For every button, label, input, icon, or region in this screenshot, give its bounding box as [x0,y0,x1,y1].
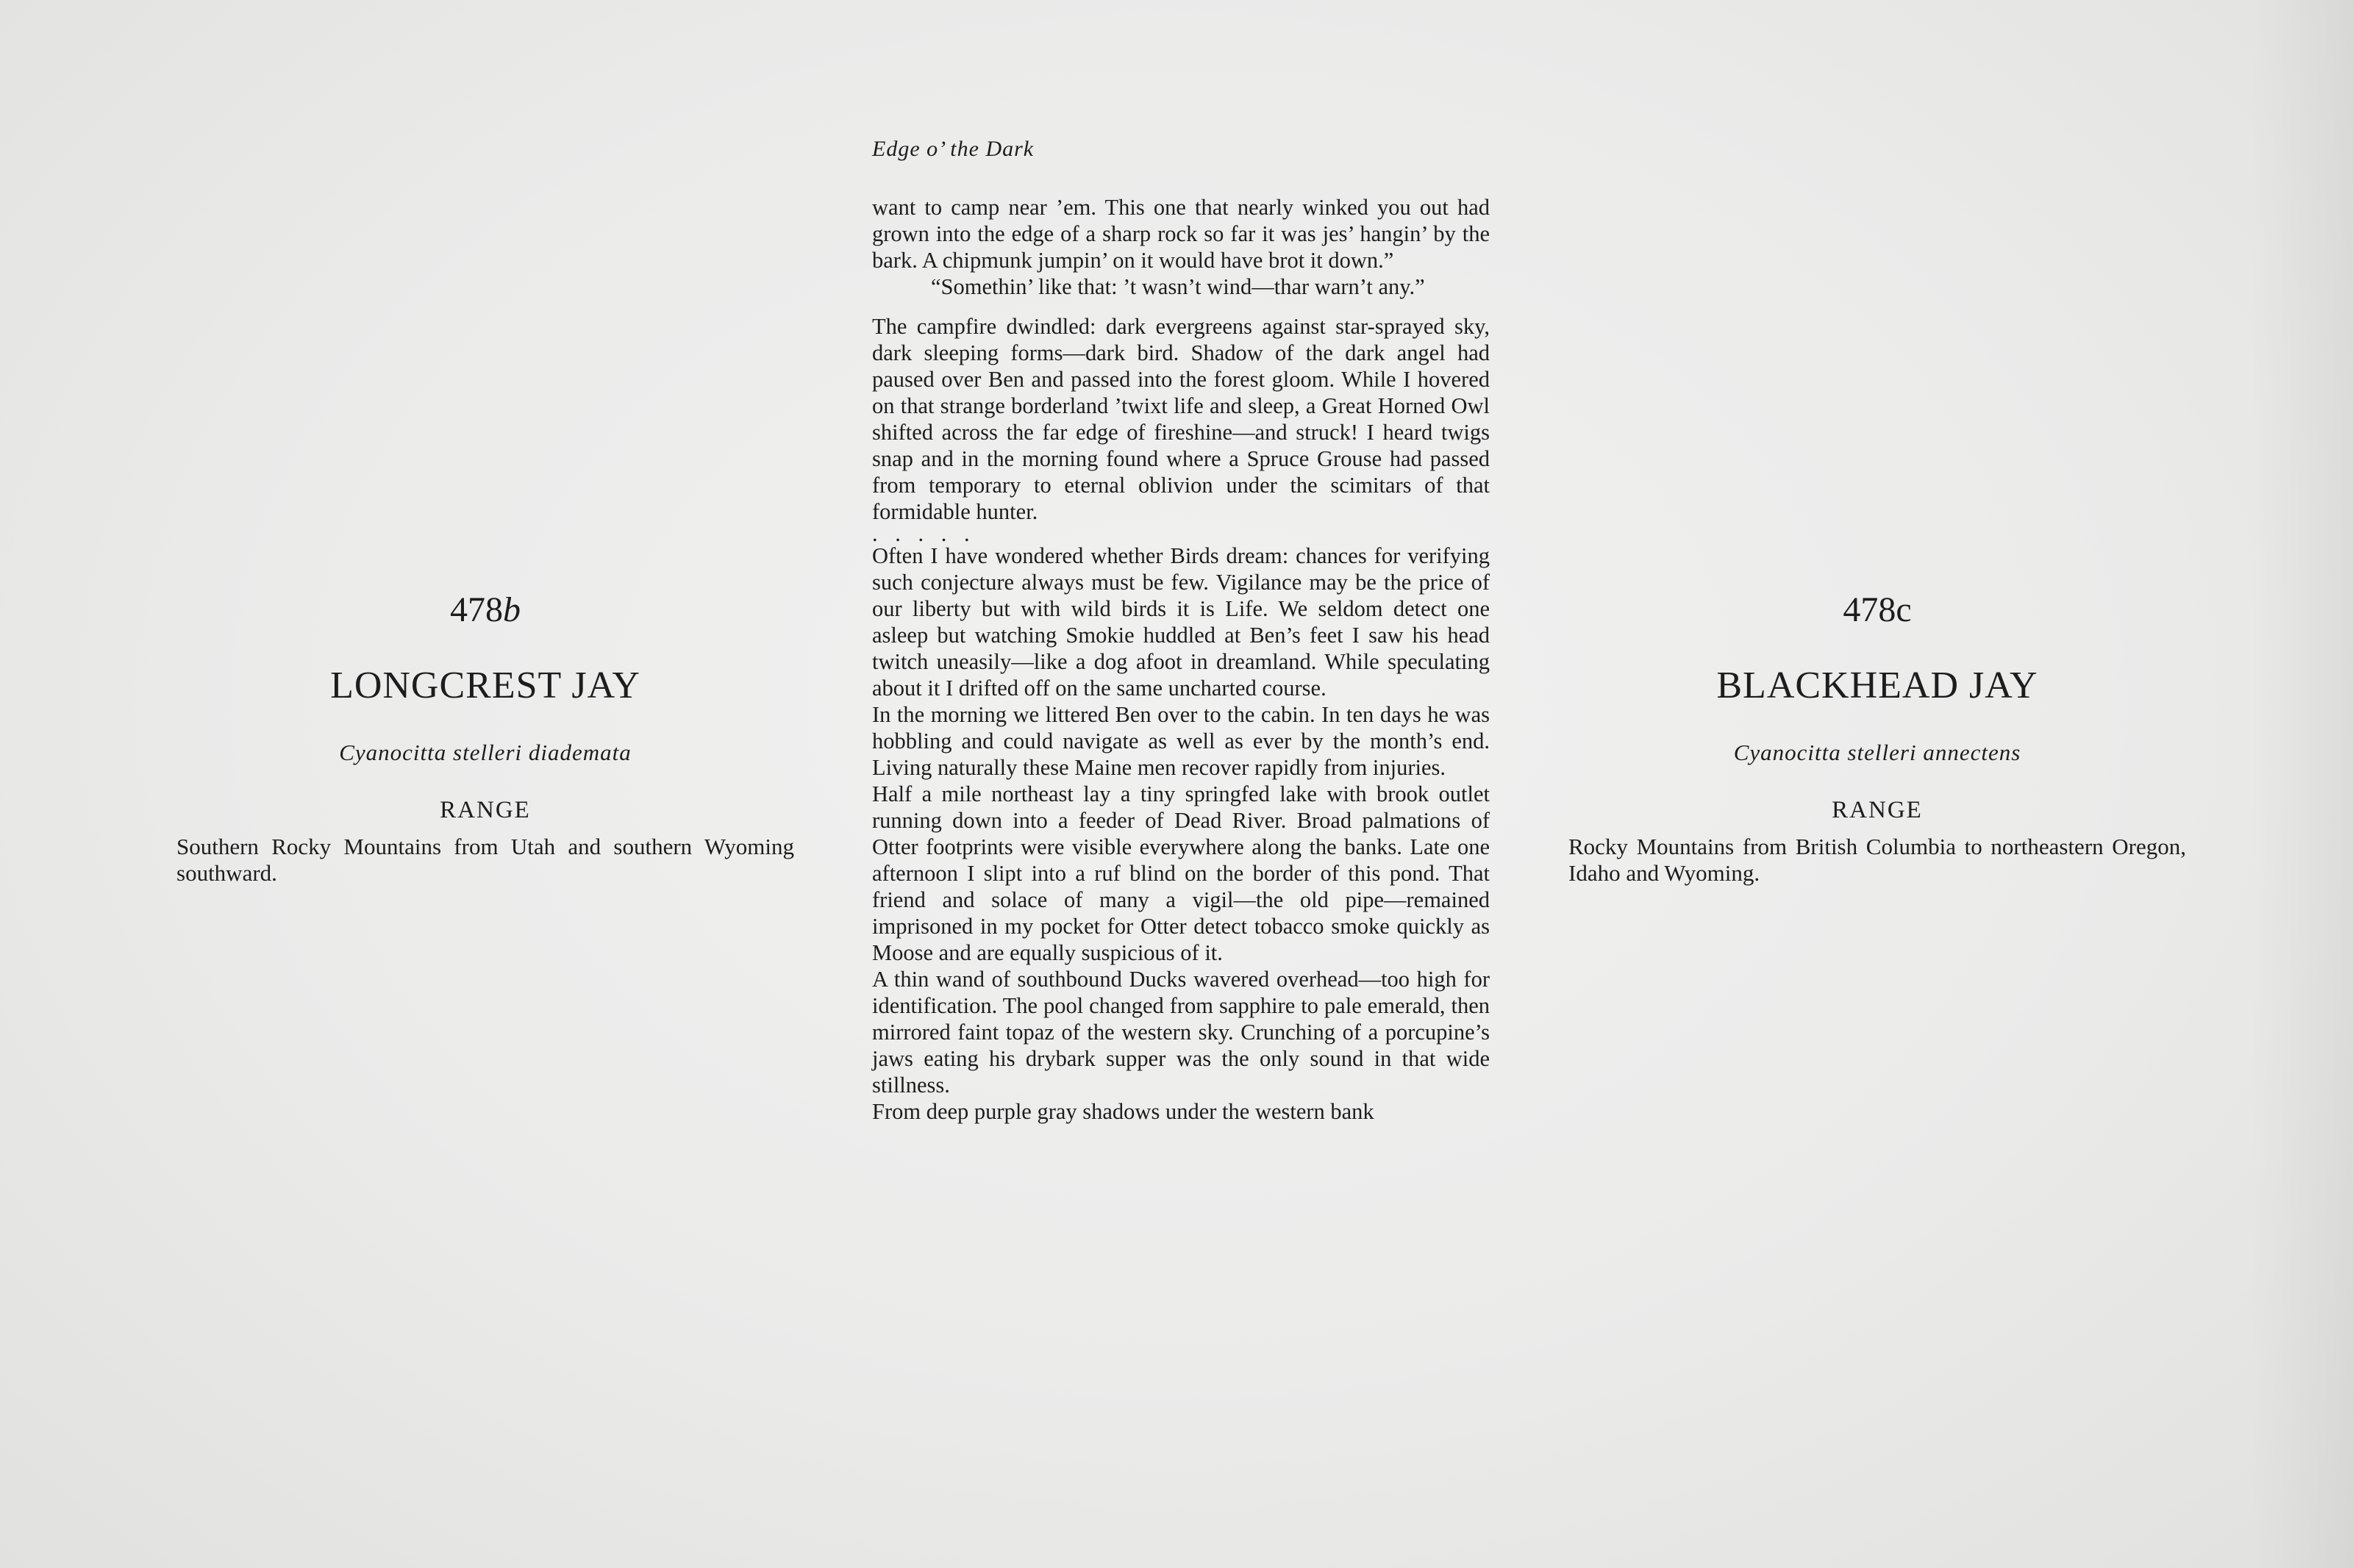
section-break-dots: . . . . . [872,521,976,546]
page-edge-shadow [2250,0,2353,1568]
species-number-digits: 478 [1843,590,1896,629]
range-heading: RANGE [1832,797,1923,823]
species-common-name: BLACKHEAD JAY [1716,665,2038,706]
species-scientific-name: Cyanocitta stelleri diademata [339,740,632,765]
species-scientific-name: Cyanocitta stelleri annectens [1733,740,2021,765]
running-head: Edge o’ the Dark [872,137,1035,161]
species-common-name: LONGCREST JAY [330,665,640,706]
species-number-suffix: c [1896,590,1912,629]
range-text: Southern Rocky Mountains from Utah and southern Wyoming southward. [176,834,794,886]
body-paragraph: In the morning we littered Ben over to the cabin. In ten days he was hobbling and could navigate as well as ever by the month’s end. Living naturally these Maine men recover rapidly from injuries. [872,702,1490,780]
body-text-column [872,194,1490,1125]
species-number-suffix: b [503,590,521,629]
body-paragraph: “Somethin’ like that: ’t wasn’t wind—thar warn’t any.” [931,274,1425,299]
body-paragraph: From deep purple gray shadows under the western bank [872,1099,1374,1124]
body-paragraph: want to camp near ’em. This one that nearly winked you out had grown into the edge of a sharp rock so far it was jes’ hangin’ by the bark. A chipmunk jumpin’ on it would have brot it down.” [872,195,1490,273]
range-text: Rocky Mountains from British Columbia to northeastern Oregon, Idaho and Wyoming. [1568,834,2186,886]
body-paragraph: The campfire dwindled: dark evergreens against star-sprayed sky, dark sleeping forms—dark bird. Shadow of the dark angel had paused over Ben and passed into the forest gloom. While I hovered on that strange borderland ’twixt life and sleep, a Great Horned Owl shifted across the far edge of fireshine—and struck! I heard twigs snap and in the morning found where a Spruce Grouse had passed from temporary to eternal oblivion under the scimitars of that formidable hunter. [872,314,1490,524]
range-heading: RANGE [440,797,531,823]
body-paragraph: Half a mile northeast lay a tiny springfed lake with brook outlet running down into a feeder of Dead River. Broad palmations of Otter footprints were visible everywhere along the banks. Late one afternoon I slipt into a ruf blind on the border of this pond. That friend and solace of many a vigil—the old pipe—remained imprisoned in my pocket for Otter detect tobacco smoke quickly as Moose and are equally suspicious of it. [872,781,1490,965]
left-species-block [176,588,794,887]
body-paragraph: A thin wand of southbound Ducks wavered overhead—too high for identification. The pool changed from sapphire to pale emerald, then mirrored faint topaz of the western sky. Crunching of a porcupine’s jaws eating his drybark supper was the only sound in that wide stillness. [872,967,1490,1098]
body-paragraph: Often I have wondered whether Birds dream: chances for verifying such conjecture always must be few. Vigilance may be the price of our liberty but with wild birds it is Life. We seldom detect one asleep but watching Smokie huddled at Ben’s feet I saw his head twitch uneasily—like a dog afoot in dreamland. While speculating about it I drifted off on the same uncharted course. [872,543,1490,701]
species-number [1568,588,2186,632]
species-number-digits: 478 [450,590,503,629]
right-species-block [1568,588,2186,887]
species-number [176,588,794,632]
